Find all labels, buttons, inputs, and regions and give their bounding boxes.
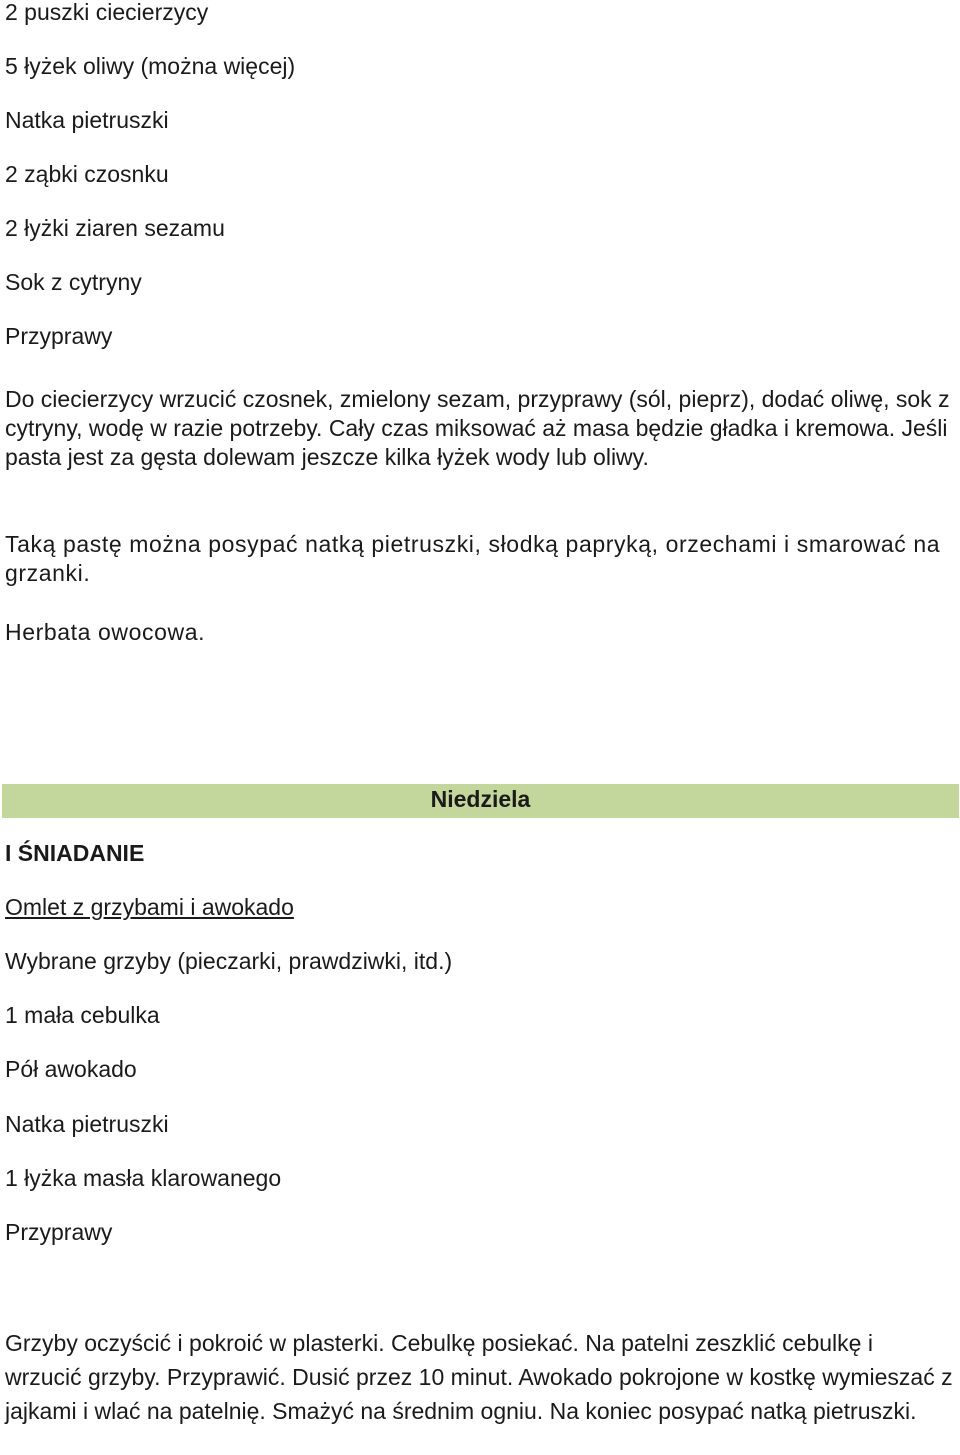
ingredient-line: 2 łyżki ziaren sezamu — [5, 215, 225, 241]
recipe-instructions: Do ciecierzycy wrzucić czosnek, zmielony sezam, przyprawy (sól, pieprz), dodać oliwę, sok z cytryny, wodę w razie potrzeby. Cały czas miksować aż masa będzie gładka i kremowa. Jeśli pasta jest za gęsta dolewam jeszcze kilka łyżek wody lub oliwy. — [5, 386, 950, 470]
meal-heading: I ŚNIADANIE — [5, 840, 145, 866]
ingredient-line: Przyprawy — [5, 323, 113, 349]
serving-suggestion: Taką pastę można posypać natką pietruszki, słodką papryką, orzechami i smarować na grzanki. — [5, 531, 941, 586]
drink-line: Herbata owocowa. — [5, 619, 206, 645]
day-banner: Niedziela — [2, 784, 959, 818]
ingredient-line: Natka pietruszki — [5, 107, 169, 133]
ingredient-line: 1 łyżka masła klarowanego — [5, 1165, 282, 1191]
ingredient-line: 1 mała cebulka — [5, 1002, 160, 1028]
ingredient-line: Pół awokado — [5, 1056, 137, 1082]
ingredient-line: Wybrane grzyby (pieczarki, prawdziwki, itd.) — [5, 948, 453, 974]
ingredient-line: Sok z cytryny — [5, 269, 142, 295]
recipe-instructions: Grzyby oczyścić i pokroić w plasterki. Cebulkę posiekać. Na patelni zeszklić cebulkę i wrzucić grzyby. Przyprawić. Dusić przez 10 minut. Awokado pokrojone w kostkę wymieszać z jajkami i wlać na patelnię. Smażyć na średnim ogniu. Na koniec posypać natką pietruszki. — [5, 1330, 953, 1424]
recipe-title: Omlet z grzybami i awokado — [5, 894, 294, 920]
ingredient-line: 2 ząbki czosnku — [5, 161, 169, 187]
ingredient-line: Natka pietruszki — [5, 1111, 169, 1137]
ingredient-line: 2 puszki ciecierzycy — [5, 0, 209, 25]
ingredient-line: 5 łyżek oliwy (można więcej) — [5, 53, 296, 79]
ingredient-line: Przyprawy — [5, 1219, 113, 1245]
